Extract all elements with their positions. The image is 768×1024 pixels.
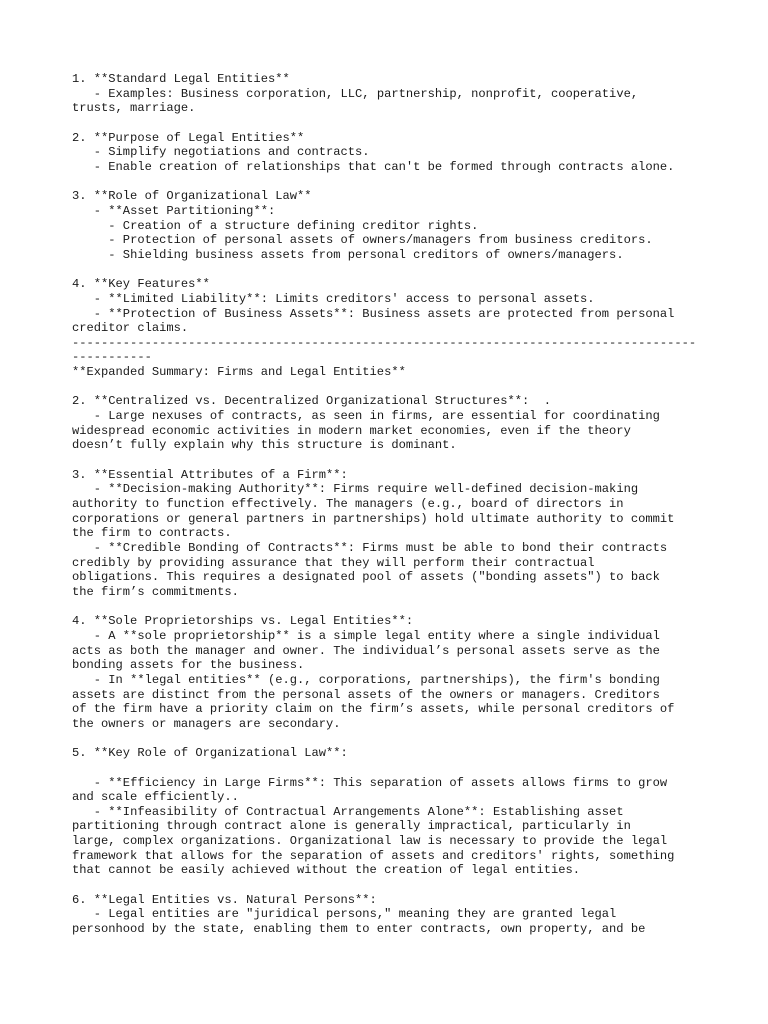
document-body-text: 1. **Standard Legal Entities** - Examples: Business corporation, LLC, partnership, nonprofit, cooperative, trusts, marriage. 2. **Purpose of Legal Entities** - Simplify negotiations and contracts. - Enable creation of relationships that can't be formed through contracts alone. 3. **Role of Organizational Law** - **Asset Partitioning**: - Creation of a structure defining creditor rights. - Protection of personal assets of owners/managers from business creditors. - Shielding business assets from personal creditors of owners/managers. 4. **Key Features** - **Limited Liability**: Limits creditors' access to personal assets. - **Protection of Business Assets**: Business assets are protected from personal creditor claims. ------------------------------------------------------------------------------------------------- **Expanded Summary: Firms and Legal Entities** 2. **Centralized vs. Decentralized Organizational Structures**: . - Large nexuses of contracts, as seen in firms, are essential for coordinating widespread economic activities in modern market economies, even if the theory doesn’t fully explain why this structure is dominant. 3. **Essential Attributes of a Firm**: - **Decision-making Authority**: Firms require well-defined decision-making authority to function effectively. The managers (e.g., board of directors in corporations or general partners in partnerships) hold ultimate authority to commit the firm to contracts. - **Credible Bonding of Contracts**: Firms must be able to bond their contracts credibly by providing assurance that they will perform their contractual obligations. This requires a designated pool of assets ("bonding assets") to back the firm’s commitments. 4. **Sole Proprietorships vs. Legal Entities**: - A **sole proprietorship** is a simple legal entity where a single individual acts as both the manager and owner. The individual’s personal assets serve as the bonding assets for the business. - In **legal entities** (e.g., corporations, partnerships), the firm's bonding assets are distinct from the personal assets of the owners or managers. Creditors of the firm have a priority claim on the firm’s assets, while personal creditors of the owners or managers are secondary. 5. **Key Role of Organizational Law**: - **Efficiency in Large Firms**: This separation of assets allows firms to grow and scale efficiently.. - **Infeasibility of Contractual Arrangements Alone**: Establishing asset partitioning through contract alone is generally impractical, particularly in large, complex organizations. Organizational law is necessary to provide the legal framework that allows for the separation of assets and creditors' rights, something that cannot be easily achieved without the creation of legal entities. 6. **Legal Entities vs. Natural Persons**: - Legal entities are "juridical persons," meaning they are granted legal personhood by the state, enabling them to enter contracts, own property, and be bbox=[72, 72, 697, 937]
